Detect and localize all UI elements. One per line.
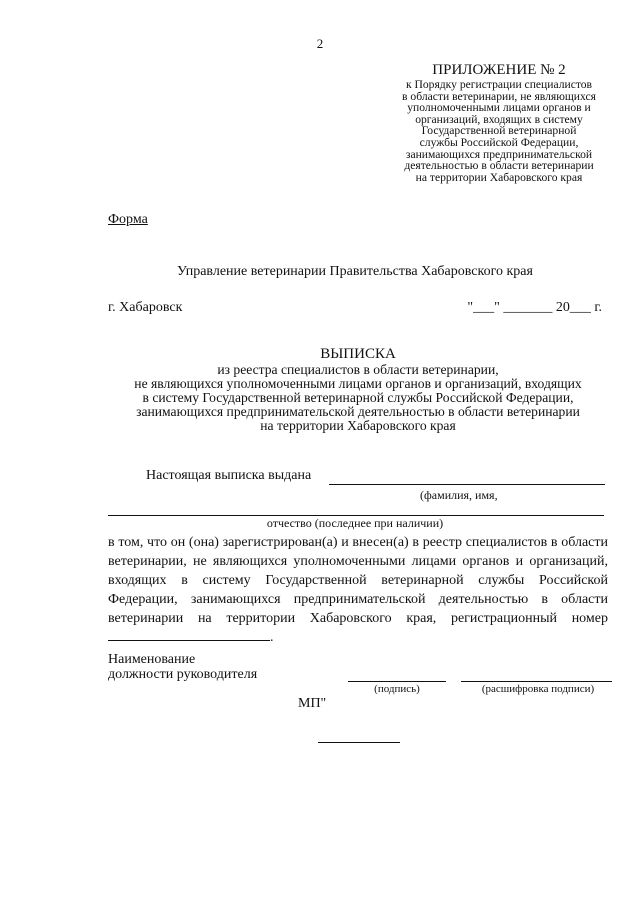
appendix-text xyxy=(392,79,606,183)
organization-name: Управление ветеринарии Правительства Хабаровского края xyxy=(177,264,533,279)
body-end: . xyxy=(270,630,274,645)
extract-subtitle xyxy=(100,363,616,433)
signature-field[interactable] xyxy=(348,681,446,682)
head-position-label-1: Наименование xyxy=(108,652,196,667)
appendix-line: уполномоченными лицами органов и xyxy=(407,101,591,115)
appendix-title: ПРИЛОЖЕНИЕ № 2 xyxy=(432,62,566,78)
appendix-line: к Порядку регистрации специалистов xyxy=(405,78,593,91)
issued-to-field[interactable] xyxy=(329,484,605,485)
extract-line: не являющихся уполномоченными лицами органов и организаций, входящих xyxy=(134,376,582,391)
name-hint: (фамилия, имя, xyxy=(420,488,498,502)
patronymic-hint: отчество (последнее при наличии) xyxy=(266,516,444,530)
body-text: в том, что он (она) зарегистрирован(а) и внесен(а) в реестр специалистов в области ветеринарии, не являющихся уполномоченными лицами органов и организаций, входящих в систему Государственной ветеринарной службы Российской Федерации, занимающихся предпринимательской деятельностью в области ветеринарии на территории Хабаровского края, регистрационный номер xyxy=(108,535,608,626)
appendix-line: занимающихся предпринимательской xyxy=(405,147,593,161)
appendix-line: организаций, входящих в систему xyxy=(415,112,583,126)
stamp-label: МП" xyxy=(298,696,327,711)
registration-number-field[interactable] xyxy=(108,628,270,641)
appendix-line: службы Российской Федерации, xyxy=(419,135,579,149)
extract-line: на территории Хабаровского края xyxy=(260,418,456,433)
appendix-line: Государственной ветеринарной xyxy=(421,124,577,138)
extract-line: занимающихся предпринимательской деятельностью в области ветеринарии xyxy=(136,404,580,419)
decoding-hint: (расшифровка подписи) xyxy=(481,683,595,695)
body-paragraph xyxy=(108,533,608,647)
page-number: 2 xyxy=(316,36,324,51)
extract-title: ВЫПИСКА xyxy=(320,346,396,362)
signature-decoding-field[interactable] xyxy=(461,681,612,682)
appendix-line: в области ветеринарии, не являющихся xyxy=(402,89,596,103)
extract-line: в систему Государственной ветеринарной службы Российской Федерации, xyxy=(142,390,574,405)
appendix-line: деятельностью в области ветеринарии xyxy=(404,159,594,173)
appendix-line: на территории Хабаровского края xyxy=(415,170,583,184)
bottom-line xyxy=(318,742,400,743)
extract-line: из реестра специалистов в области ветеринарии, xyxy=(217,362,499,377)
date-field[interactable]: "___" _______ 20___ г. xyxy=(467,300,602,315)
issued-to-label: Настоящая выписка выдана xyxy=(146,468,312,483)
form-label: Форма xyxy=(108,212,148,227)
head-position-label-2: должности руководителя xyxy=(108,667,258,682)
signature-hint: (подпись) xyxy=(374,683,420,695)
city: г. Хабаровск xyxy=(108,300,183,315)
